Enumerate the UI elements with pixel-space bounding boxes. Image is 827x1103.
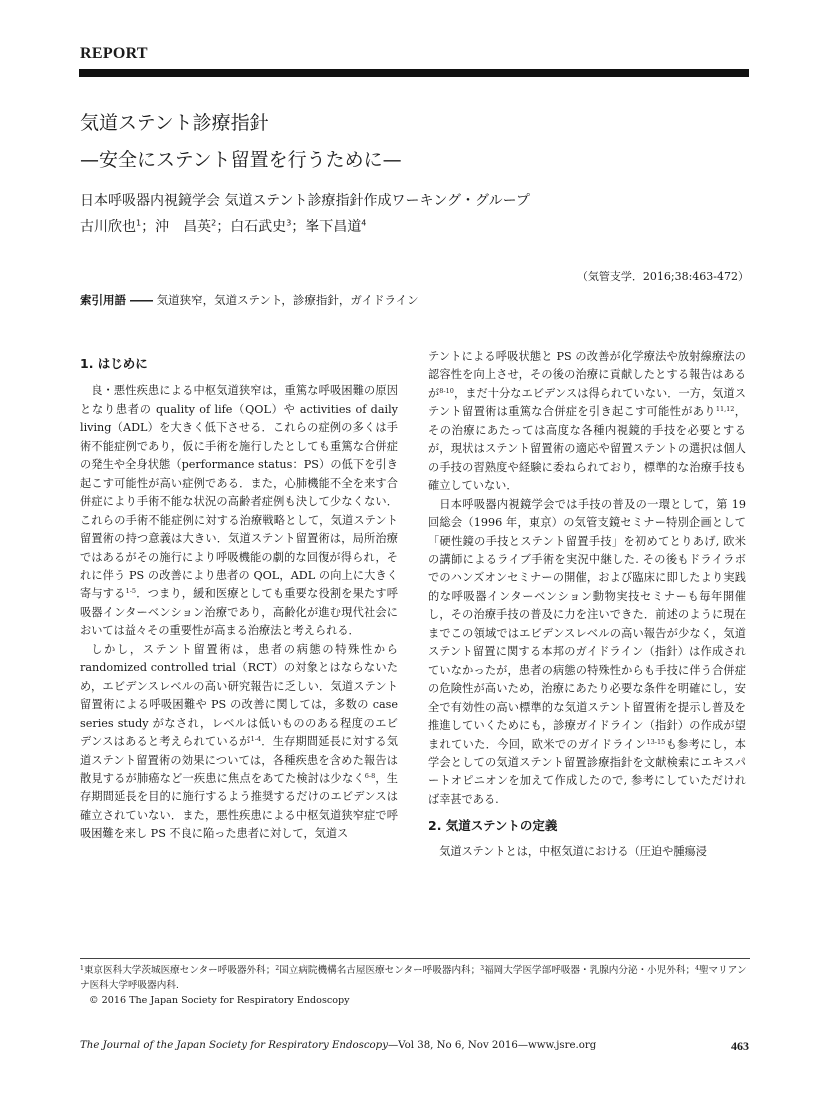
author-separator: ；	[291, 219, 306, 235]
paragraph-text: も参考にし，本学会としての気道ステント留置診療指針を文献検索にエキスパートオピニオンを加えて作成したので, 参考にしていただければ幸甚である.	[428, 737, 746, 806]
reference-mark: 6-8	[364, 771, 376, 780]
affiliation-number: 3	[480, 965, 485, 972]
affiliation-mark: 4	[361, 218, 367, 228]
body-column-right	[428, 348, 746, 861]
citation: （気管支学．2016;38:463-472）	[576, 270, 749, 283]
affiliation-mark: 2	[211, 218, 217, 228]
author-group: 日本呼吸器内視鏡学会 気道ステント診療指針作成ワーキング・グループ	[80, 193, 530, 209]
author-name: 白石武史	[230, 219, 287, 235]
reference-mark: 11,12	[715, 405, 735, 414]
paragraph	[428, 348, 746, 496]
paragraph-text: テントによる呼吸状態と PS の改善が化学療法や放射線療法の認容性を向上させ，その後の治療に貢献したとする報告はあるが	[428, 350, 746, 400]
paragraph-text: ．生存期間延長に対する気道ステント留置術の効果については，各種疾患を含めた報告は散見するが肺癌など一疾患に焦点をあてた検討は少なく	[80, 735, 398, 785]
reference-mark: 13-15	[646, 737, 666, 746]
journal-volume: —Vol 38, No 6, Nov 2016—www.jsre.org	[387, 1040, 597, 1051]
affiliation-text: 聖マリアンナ医科大学呼吸器内科.	[80, 965, 747, 991]
affiliation-number: 4	[695, 965, 699, 972]
author-separator: ；	[216, 219, 231, 235]
author-separator: ；	[141, 219, 156, 235]
affiliations	[80, 963, 750, 993]
paragraph-text: ，生存期間延長を目的に施行するよう推奨するだけのエビデンスは確立されていない．また，悪性疾患による中枢気道狭窄症で呼吸困難を来し PS 不良に陥った患者に対して，気道ス	[80, 771, 398, 841]
paragraph	[428, 843, 746, 861]
affiliation-mark: 3	[286, 218, 292, 228]
author-name: 沖 昌英	[155, 219, 212, 235]
paragraph	[80, 382, 398, 640]
paragraph-text: 気道ステントとは，中枢気道における（圧迫や腫瘍浸	[439, 844, 707, 858]
reference-mark: 8-10	[439, 386, 454, 395]
paragraph-text: ，まだ十分なエビデンスは得られていない．一方，気道ステント留置術は重篤な合併症を引き起こす可能性があり	[428, 386, 746, 419]
reference-mark: 1-5	[125, 587, 137, 596]
paragraph-text: しかし，ステント留置術は，患者の病態の特殊性から randomized controlled trial（RCT）の対象とはならないため，エビデンスレベルの高い研究報告に乏しい．気道ステント留置術による呼吸困難や PS の改善に関しては，多数の case series study がなされ，レベルは低いもののある程度のエビデンスはあると考えられているが	[80, 642, 398, 749]
article-title: 気道ステント診療指針	[80, 112, 269, 134]
author-name: 峯下昌道	[305, 219, 362, 235]
journal-footer	[80, 1040, 596, 1051]
author-name: 古川欣也	[80, 219, 136, 235]
paragraph-text: 良・悪性疾患による中枢気道狭窄は，重篤な呼吸困難の原因となり患者の quality of life（QOL）や activities of daily living（ADL）を大きく低下させる．これらの症例の多くは手術不能症例であり，仮に手術を施行したとしても重篤な合併症の発生や全身状態（performance status：PS）の低下を引き起こす可能性が高い症例である．また，心肺機能不全を来す合併症により手術不能な状況の高齢者症例も決して少なくない．これらの手術不能症例に対する治療戦略として，気道ステント留置術の持つ意義は大きい．気道ステント留置術は，局所治療ではあるがその施行により呼吸機能の劇的な回復が得られ，それに伴う PS の改善により患者の QOL，ADL の向上に大きく寄与する	[80, 384, 398, 601]
article-subtitle: —安全にステント留置を行うために—	[80, 149, 402, 171]
header-rule	[79, 69, 749, 77]
affiliation-text: 東京医科大学茨城医療センター呼吸器外科；	[83, 965, 276, 976]
affiliation-text: 国立病院機構名古屋医療センター呼吸器内科；	[279, 965, 481, 976]
paragraph	[80, 641, 398, 844]
footnote-rule	[80, 958, 750, 959]
paragraph-text: 日本呼吸器内視鏡学会では手技の普及の一環として，第 19 回総会（1996 年，東京）の気管支鏡セミナー特別企画として「硬性鏡の手技とステント留置手技」を初めてとりあげ, 欧米の講師によるライブ手術を実況中継した. その後もドライラボでのハンズオンセミナーの開催，および臨床に即したより実践的な呼吸器インターベンション動物実技セミナーも毎年開催し，その治療手技の普及に力を注いできた．前述のように現在までこの領域ではエビデンスレベルの高い報告が少なく，気道ステント留置に関する本邦のガイドライン（指針）は作成されていなかったが，患者の病態の特殊性からも手技に伴う合併症の危険性が高いため，治療にあたり必要な条件を明確にし，安全で有効性の高い標準的な気道ステント留置術を提示し普及を推進していくためにも，診療ガイドライン（指針）の作成が望まれていた．今回，欧米でのガイドライン	[428, 497, 746, 751]
keywords	[80, 292, 419, 308]
paragraph	[428, 496, 746, 810]
reference-mark: 1-4	[250, 735, 262, 744]
footnotes	[80, 963, 750, 1008]
affiliation-mark: 1	[136, 218, 142, 228]
paragraph-text: ，その治療にあたっては高度な各種内視鏡的手技を必要とするが，現状はステント留置術の適応や留置ステントの選択は個人の手技の習熟度や経験に委ねられており，標準的な治療手技も確立していない．	[428, 405, 746, 493]
affiliation-number: 1	[80, 965, 84, 972]
keywords-text: 気道狭窄，気道ステント，診療指針，ガイドライン	[153, 293, 419, 307]
author-list	[80, 216, 366, 236]
keywords-label: 索引用語 ――	[80, 293, 154, 307]
section-heading: 1. はじめに	[80, 356, 148, 371]
affiliation-text: 福岡大学医学部呼吸器・乳腺内分泌・小児外科；	[484, 965, 696, 976]
section-label: REPORT	[80, 45, 148, 62]
page-number: 463	[731, 1039, 749, 1053]
body-column-left	[80, 348, 398, 844]
journal-name: The Journal of the Japan Society for Respiratory Endoscopy	[80, 1040, 388, 1051]
affiliation-number: 2	[275, 965, 280, 972]
copyright: © 2016 The Japan Society for Respiratory Endoscopy	[89, 995, 350, 1006]
paragraph-text: ．つまり，緩和医療としても重要な役割を果たす呼吸器インターベンション治療であり，高齢化が進む現代社会においては益々その重要性が高まる治療法と考えられる．	[80, 587, 398, 638]
section-heading: 2. 気道ステントの定義	[428, 818, 558, 834]
